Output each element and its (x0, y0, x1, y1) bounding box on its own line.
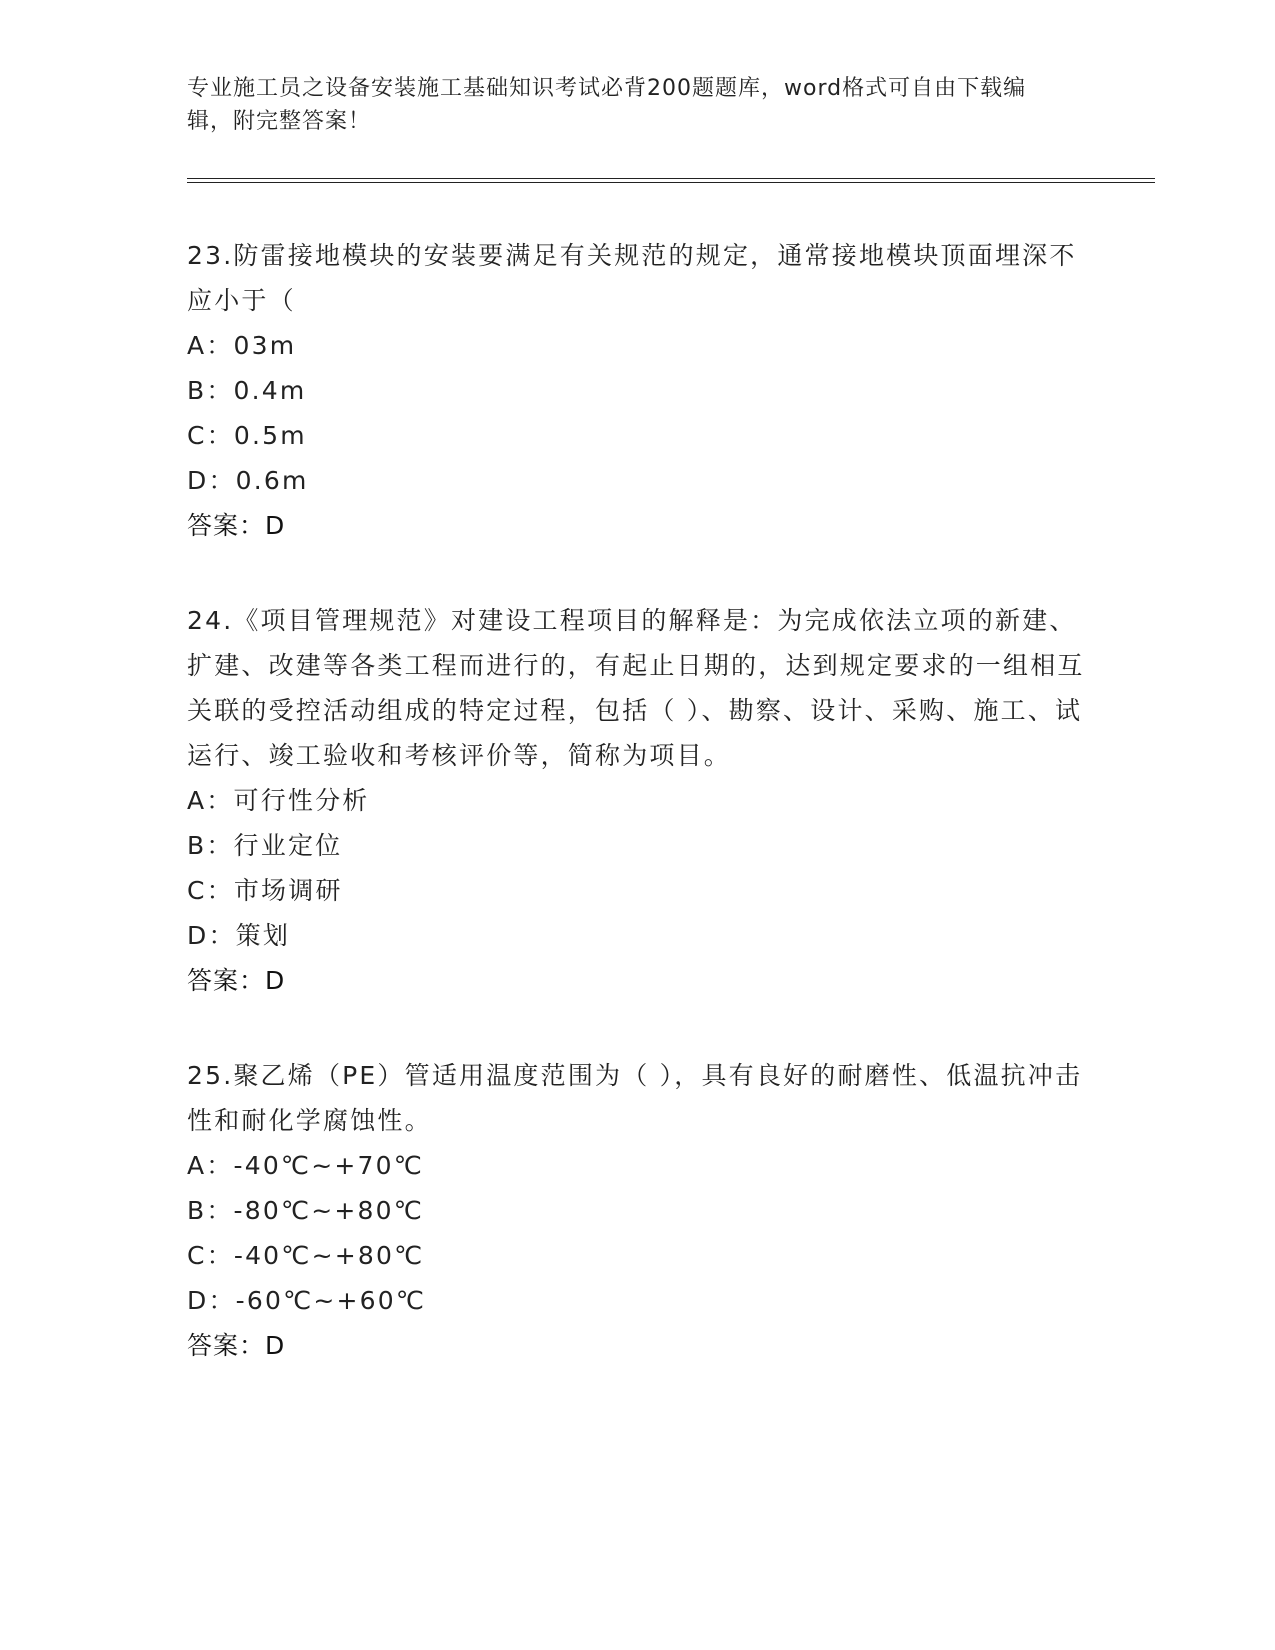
option-c: C：市场调研 (187, 876, 343, 905)
option-a: A：可行性分析 (187, 786, 370, 815)
answer: 答案：D (187, 1331, 286, 1360)
answer: 答案：D (187, 511, 286, 540)
option-c: C：0.5m (187, 421, 307, 450)
question-stem: 25.聚乙烯（PE）管适用温度范围为（ ），具有良好的耐磨性、低温抗冲击性和耐化学腐蚀性。 (187, 1061, 1083, 1135)
option-b: B：-80℃~+80℃ (187, 1196, 425, 1225)
answer: 答案：D (187, 966, 286, 995)
option-b: B：行业定位 (187, 831, 343, 860)
header-text: 专业施工员之设备安装施工基础知识考试必背200题题库，word格式可自由下载编辑，附完整答案！ (187, 76, 1027, 134)
question-stem: 23.防雷接地模块的安装要满足有关规范的规定，通常接地模块顶面埋深不应小于（ (187, 241, 1077, 315)
question-23 (187, 233, 1087, 548)
header-double-rule (187, 178, 1155, 183)
option-c: C：-40℃~+80℃ (187, 1241, 425, 1270)
question-24 (187, 598, 1087, 1003)
question-25 (187, 1053, 1087, 1368)
option-b: B：0.4m (187, 376, 307, 405)
option-d: D：0.6m (187, 466, 309, 495)
question-stem: 24.《项目管理规范》对建设工程项目的解释是：为完成依法立项的新建、扩建、改建等各类工程而进行的，有起止日期的，达到规定要求的一组相互关联的受控活动组成的特定过程，包括（ ）、勘察、设计、采购、施工、试运行、竣工验收和考核评价等，简称为项目。 (187, 606, 1085, 770)
option-d: D：策划 (187, 921, 291, 950)
option-a: A：03m (187, 331, 297, 360)
page-header (187, 72, 1067, 138)
option-d: D：-60℃~+60℃ (187, 1286, 427, 1315)
option-a: A：-40℃~+70℃ (187, 1151, 424, 1180)
